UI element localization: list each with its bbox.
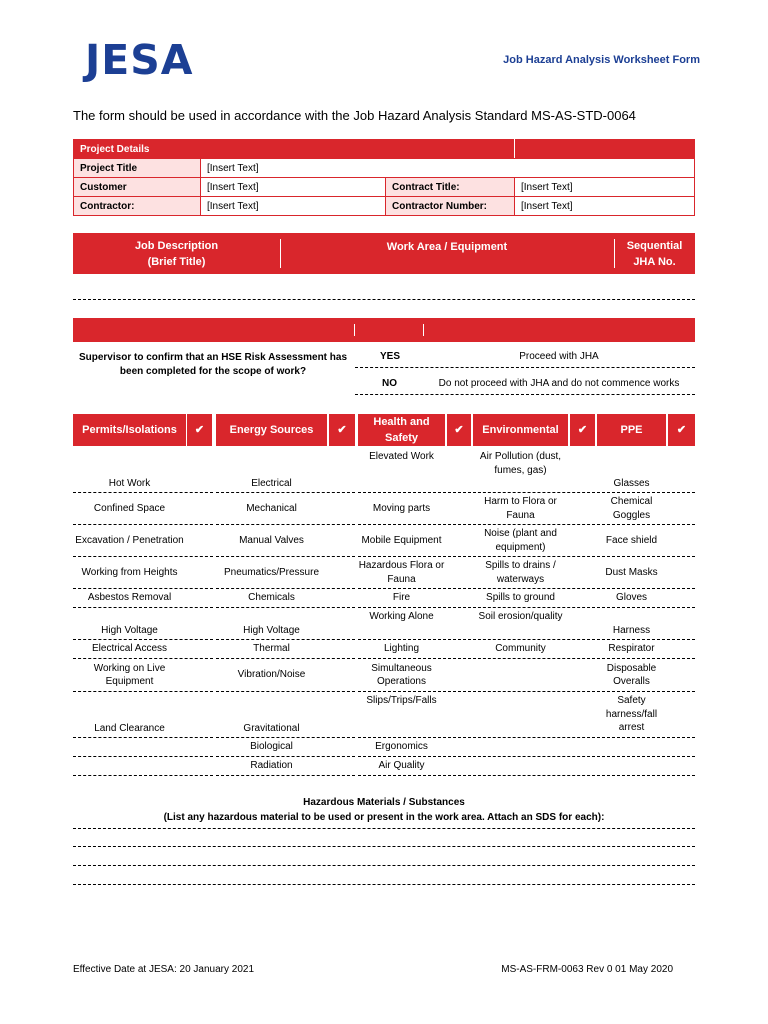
health-item: Hazardous Flora or Fauna [358, 560, 445, 585]
permits-item: Electrical Access [91, 643, 168, 655]
sequential-header [614, 233, 695, 274]
job-entry-line[interactable] [73, 299, 695, 300]
hazardous-entry-line[interactable] [73, 884, 695, 885]
checkmark-icon: ✔ [337, 424, 347, 436]
health-label: Health and Safety [373, 416, 430, 444]
environmental-item: Spills to drains / waterways [485, 560, 556, 585]
checkmark-icon: ✔ [676, 424, 687, 436]
health-item: Lighting [383, 643, 420, 655]
environmental-label: Environmental [482, 424, 559, 436]
work-area-header [280, 233, 614, 274]
hazardous-title: Hazardous Materials / Substances [303, 797, 465, 808]
energy-item: High Voltage [243, 624, 300, 636]
environmental-item: Harm to Flora or Fauna [484, 496, 557, 521]
energy-item: Gravitational [243, 722, 300, 734]
environmental-header [473, 414, 568, 446]
brief-title-label: (Brief Title) [147, 255, 206, 268]
no-label[interactable]: NO [382, 378, 397, 389]
ppe-item: Respirator [608, 643, 655, 655]
grid-row-line [358, 775, 471, 776]
ppe-item [597, 757, 666, 775]
energy-label: Energy Sources [229, 424, 314, 436]
health-item: Moving parts [372, 502, 431, 514]
energy-item: Radiation [250, 760, 293, 772]
ppe-item: Chemical Goggles [610, 496, 653, 521]
hazardous-entry-line[interactable] [73, 865, 695, 866]
yes-action: Proceed with JHA [519, 351, 599, 362]
environmental-item: Spills to ground [486, 592, 555, 604]
energy-item: Thermal [253, 643, 290, 655]
permits-item: Working on Live Equipment [93, 662, 166, 687]
contractor-number-label: Contractor Number: [386, 197, 515, 216]
health-item: Ergonomics [375, 741, 428, 753]
environmental-item [473, 692, 568, 737]
energy-item: Chemicals [248, 592, 295, 604]
ppe-header [597, 414, 666, 446]
permits-item: Land Clearance [94, 722, 165, 734]
project-details-heading-blank [515, 140, 695, 159]
permits-check-box[interactable] [187, 414, 212, 446]
jesa-logo: JESA [85, 36, 194, 84]
permits-item [73, 738, 186, 756]
supervisor-question: Supervisor to confirm that an HSE Risk Assessment has been completed for the scope of work? [78, 352, 348, 377]
no-line [355, 394, 695, 395]
environmental-item [473, 757, 568, 775]
checkmark-icon: ✔ [577, 424, 588, 436]
permits-item: Working from Heights [81, 566, 178, 578]
footer-effective-date: Effective Date at JESA: 20 January 2021 [73, 964, 255, 975]
permits-item: Asbestos Removal [87, 592, 172, 604]
work-area-label: Work Area / Equipment [386, 241, 508, 253]
energy-item: Vibration/Noise [237, 669, 306, 681]
jha-no-label: JHA No. [633, 255, 676, 268]
contractor-field[interactable]: [Insert Text] [201, 197, 386, 216]
project-title-field[interactable]: [Insert Text] [201, 159, 695, 178]
health-item: Mobile Equipment [361, 534, 442, 546]
project-details-heading: Project Details [74, 140, 515, 159]
hazardous-entry-line[interactable] [73, 828, 695, 829]
ppe-item: Gloves [615, 592, 648, 604]
energy-check-box[interactable] [329, 414, 355, 446]
checkmark-icon: ✔ [194, 424, 205, 436]
sequential-label: Sequential [626, 239, 683, 252]
health-item: Air Quality [378, 760, 425, 772]
customer-label: Customer [74, 178, 201, 197]
energy-header [216, 414, 327, 446]
footer-doc-ref: MS-AS-FRM-0063 Rev 0 01 May 2020 [501, 964, 673, 975]
contract-title-label: Contract Title: [386, 178, 515, 197]
ppe-item: Dust Masks [605, 566, 658, 578]
ppe-item: Face shield [605, 534, 658, 546]
environmental-item [473, 659, 568, 691]
permits-item: Excavation / Penetration [75, 534, 184, 546]
divider [354, 324, 355, 336]
ppe-check-box[interactable] [668, 414, 695, 446]
ppe-item: Glasses [613, 477, 650, 489]
energy-item: Electrical [251, 477, 292, 489]
ppe-item: Disposable Overalls [606, 662, 657, 687]
permits-header [73, 414, 186, 446]
health-item: Slips/Trips/Falls [366, 695, 437, 706]
environmental-item: Soil erosion/quality [478, 611, 563, 622]
ppe-label: PPE [620, 424, 643, 436]
health-check-box[interactable] [447, 414, 471, 446]
ppe-item [597, 738, 666, 756]
intro-text: The form should be used in accordance with the Job Hazard Analysis Standard MS-AS-STD-0064 [73, 108, 636, 123]
checkmark-icon: ✔ [454, 424, 464, 436]
permits-item [73, 757, 186, 775]
contractor-number-field[interactable]: [Insert Text] [515, 197, 695, 216]
energy-item: Manual Valves [239, 534, 304, 546]
permits-item: Confined Space [93, 502, 166, 514]
ppe-item: Harness [612, 624, 651, 636]
contract-title-field[interactable]: [Insert Text] [515, 178, 695, 197]
hazardous-entry-line[interactable] [73, 846, 695, 847]
hazardous-instruction: (List any hazardous material to be used or present in the work area. Attach an SDS for each): [163, 812, 605, 823]
grid-row-line [73, 775, 213, 776]
job-description-label: Job Description [134, 239, 219, 252]
ppe-item: Safety harness/fall arrest [605, 695, 658, 734]
project-title-label: Project Title [74, 159, 201, 178]
yes-label[interactable]: YES [380, 351, 401, 362]
grid-row-line [597, 775, 695, 776]
job-header-bar [73, 233, 695, 274]
health-item: Elevated Work [369, 451, 434, 462]
document-title: Job Hazard Analysis Worksheet Form [503, 54, 700, 66]
grid-row-line [216, 775, 355, 776]
permits-item: High Voltage [101, 624, 158, 636]
health-item: Simultaneous Operations [371, 662, 432, 687]
health-item: Fire [392, 592, 411, 604]
grid-row-line [473, 775, 595, 776]
yes-line [355, 367, 695, 368]
energy-item: Pneumatics/Pressure [223, 566, 320, 578]
contractor-label: Contractor: [74, 197, 201, 216]
environmental-check-box[interactable] [570, 414, 595, 446]
health-header [358, 414, 445, 446]
health-item: Working Alone [369, 611, 434, 622]
permits-label: Permits/Isolations [82, 424, 177, 436]
permits-item: Hot Work [108, 477, 151, 489]
environmental-item: Community [495, 643, 546, 655]
environmental-item: Air Pollution (dust, fumes, gas) [479, 451, 562, 476]
no-action: Do not proceed with JHA and do not commence works [438, 378, 680, 389]
project-details-table [73, 139, 695, 216]
environmental-item [473, 738, 568, 756]
energy-item: Mechanical [246, 502, 297, 514]
divider [423, 324, 424, 336]
energy-item: Biological [250, 741, 293, 753]
environmental-item: Noise (plant and equipment) [484, 528, 557, 553]
job-description-header [73, 233, 280, 274]
customer-field[interactable]: [Insert Text] [201, 178, 386, 197]
supervisor-header-bar [73, 318, 695, 342]
